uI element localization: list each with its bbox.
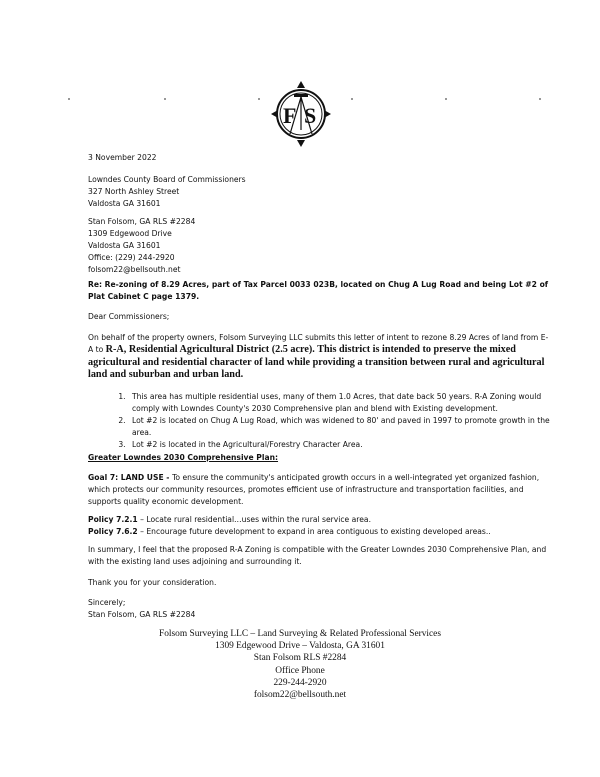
sender-address	[88, 216, 550, 276]
header-dot	[258, 98, 260, 100]
policies	[88, 514, 550, 538]
footer-name: Stan Folsom RLS #2284	[253, 653, 347, 664]
intro-bold-text: R-A, Residential Agricultural District (2.5 acre). This district is intended to preserve the mixed agricultural and residential character of land while providing a transition between rural and agricultural land and suburban and urban land.	[88, 344, 545, 380]
recipient-address	[88, 174, 550, 210]
sender-email: folsom22@bellsouth.net	[88, 265, 181, 274]
sender-line: Valdosta GA 31601	[88, 241, 161, 250]
closing-text: Sincerely;	[88, 598, 126, 607]
policy-text: – Encourage future development to expand in area contiguous to existing developed areas..	[137, 527, 491, 536]
letter-date: 3 November 2022	[88, 153, 157, 162]
svg-text:S: S	[304, 103, 317, 128]
goal-text: To ensure the community's anticipated growth occurs in a well-integrated yet organized fashion, which protects our community resources, promotes efficient use of infrastructure and transportation facilities, and supports quality economic development.	[88, 473, 540, 506]
policy-label: Policy 7.2.1	[88, 515, 138, 524]
policy-label: Policy 7.6.2	[88, 527, 138, 536]
sender-line: Office: (229) 244-2920	[88, 253, 175, 262]
summary-paragraph: In summary, I feel that the proposed R-A Zoning is compatible with the Greater Lowndes 2030 Comprehensive Plan, and with the existing land uses adjoining and surrounding it.	[88, 545, 547, 566]
list-item: 3. Lot #2 is located in the Agricultural/Forestry Character Area.	[128, 439, 550, 451]
signature-name: Stan Folsom, GA RLS #2284	[88, 610, 196, 619]
thanks-line: Thank you for your consideration.	[88, 578, 217, 587]
footer-email-link[interactable]: folsom22@bellsouth.net	[253, 690, 347, 701]
company-logo	[270, 80, 332, 148]
footer-address: 1309 Edgewood Drive – Valdosta, GA 31601	[215, 641, 385, 652]
header-dot	[351, 98, 353, 100]
header-dot	[68, 98, 70, 100]
plan-heading: Greater Lowndes 2030 Comprehensive Plan:	[88, 453, 279, 462]
letterhead-footer	[0, 628, 600, 701]
footer-phone: 229-244-2920	[273, 677, 327, 688]
sender-line: 1309 Edgewood Drive	[88, 229, 172, 238]
closing	[88, 597, 550, 621]
footer-phone-label: Office Phone	[275, 665, 325, 676]
reasons-list	[88, 391, 550, 451]
header-dot	[539, 98, 541, 100]
recipient-line: Lowndes County Board of Commissioners	[88, 175, 246, 184]
recipient-line: 327 North Ashley Street	[88, 187, 180, 196]
policy-item	[88, 514, 550, 526]
svg-text:F: F	[283, 103, 297, 128]
goal-paragraph	[88, 472, 550, 508]
policy-item	[88, 526, 550, 538]
list-item: 1. This area has multiple residential uses, many of them 1.0 Acres, that date back 50 years. R-A Zoning would comply with Lowndes County's 2030 Comprehensive plan and blend with Existing development.	[128, 391, 550, 415]
header-dot	[445, 98, 447, 100]
header-dot	[164, 98, 166, 100]
intro-text: On behalf of the property owners, Folsom Surveying LLC submits this letter of intent to rezone 8.29 Acres of land from E-A to	[88, 333, 549, 354]
subject-line: Re: Re-zoning of 8.29 Acres, part of Tax Parcel 0033 023B, located on Chug A Lug Road and being Lot #2 of Plat Cabinet C page 1379.	[88, 280, 549, 301]
policy-text: – Locate rural residential…uses within the rural service area.	[137, 515, 371, 524]
goal-label: Goal 7: LAND USE -	[88, 473, 173, 482]
list-item: 2. Lot #2 is located on Chug A Lug Road, which was widened to 80' and paved in 1997 to promote growth in the area.	[128, 415, 550, 439]
salutation: Dear Commissioners;	[88, 312, 170, 321]
recipient-line: Valdosta GA 31601	[88, 199, 161, 208]
sender-line: Stan Folsom, GA RLS #2284	[88, 217, 196, 226]
footer-company: Folsom Surveying LLC – Land Surveying & Related Professional Services	[159, 629, 441, 639]
intro-paragraph	[88, 332, 550, 382]
